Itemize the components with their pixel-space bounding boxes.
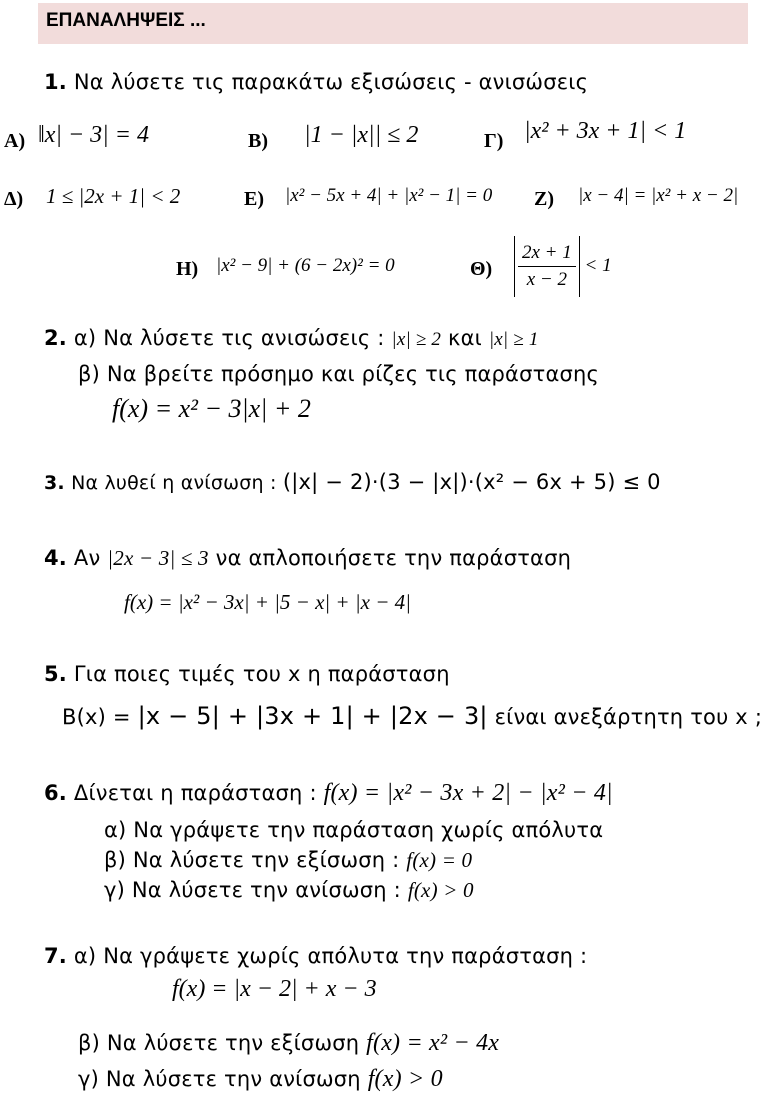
inequality: f(x) > 0 — [407, 878, 474, 902]
function-expression: f(x) = |x² − 3x + 2| − |x² − 4| — [323, 780, 613, 806]
equation-a: ‖x| − 3| = 4 — [38, 122, 149, 148]
inequality-rhs: < 1 — [584, 254, 612, 276]
equation-g: |x² + 3x + 1| < 1 — [524, 118, 687, 144]
inequality: (|x| − 2)·(3 − |x|)·(x² − 6x + 5) ≤ 0 — [282, 470, 661, 494]
question-7-a — [44, 944, 587, 968]
question-4 — [44, 546, 571, 571]
denominator: x − 2 — [526, 269, 568, 290]
expression: |x − 5| + |3x + 1| + |2x − 3| — [137, 702, 488, 730]
question-number: 4. — [44, 546, 67, 570]
question-number: 3. — [44, 472, 65, 494]
question-text: Για ποιες τιμές του x η παράσταση — [73, 662, 450, 686]
fraction — [518, 242, 576, 291]
question-text: Να λυθεί η ανίσωση : — [71, 472, 277, 494]
question-number: 5. — [44, 662, 67, 686]
equation-th — [514, 236, 612, 297]
question-6-a: α) Να γράψετε την παράσταση χωρίς απόλυτα — [104, 818, 604, 842]
question-2-b: β) Να βρείτε πρόσημο και ρίζες τις παράστασης — [78, 362, 600, 386]
item-label-h: Η) — [176, 258, 199, 280]
question-number: 6. — [44, 781, 67, 805]
function-expression: f(x) = |x² − 3x| + |5 − x| + |x − 4| — [124, 590, 411, 614]
question-7-c — [78, 1066, 443, 1093]
item-label-a: Α) — [4, 130, 26, 152]
equation: f(x) = x² − 4x — [366, 1030, 500, 1056]
question-6-c — [104, 878, 474, 903]
question-6-b — [104, 848, 472, 873]
question-text: β) Να λύσετε την εξίσωση : — [104, 848, 400, 872]
question-5 — [44, 662, 450, 686]
inequality-2: |x| ≥ 1 — [488, 329, 539, 350]
question-text-post: να απλοποιήσετε την παράσταση — [215, 546, 572, 570]
question-2-a — [44, 326, 539, 351]
equation-b: |1 − |x|| ≤ 2 — [304, 122, 419, 148]
question-text: Δίνεται η παράσταση : — [73, 781, 317, 805]
question-6 — [44, 780, 613, 807]
condition: |2x − 3| ≤ 3 — [107, 546, 209, 570]
item-label-b: Β) — [248, 130, 268, 152]
conjunction: και — [448, 326, 482, 350]
question-number: 7. — [44, 944, 67, 968]
item-label-e: Ε) — [244, 188, 264, 210]
equation-e: |x² − 5x + 4| + |x² − 1| = 0 — [285, 185, 493, 206]
question-text-pre: Αν — [73, 546, 101, 570]
function-expression: f(x) = |x − 2| + x − 3 — [172, 976, 377, 1002]
absolute-value-bars — [514, 236, 580, 297]
question-5-expression — [62, 702, 762, 730]
question-text: α) Να γράψετε χωρίς απόλυτα την παράσταση : — [73, 944, 588, 968]
question-text: Να λύσετε τις παρακάτω εξισώσεις - ανισώσεις — [73, 70, 589, 94]
function-expression: f(x) = x² − 3|x| + 2 — [112, 394, 311, 423]
equation-z: |x − 4| = |x² + x − 2| — [578, 185, 739, 206]
question-number: 2. — [44, 326, 67, 350]
question-number: 1. — [44, 70, 67, 94]
numerator: 2x + 1 — [518, 242, 576, 267]
question-text-post: είναι ανεξάρτητη του x ; — [494, 705, 763, 729]
item-label-g: Γ) — [484, 130, 504, 152]
equation-d: 1 ≤ |2x + 1| < 2 — [46, 184, 181, 208]
question-text: α) Να λύσετε τις ανισώσεις : — [73, 326, 385, 350]
expression-lhs: Β(x) = — [62, 705, 131, 729]
question-1 — [44, 70, 588, 94]
question-3 — [44, 470, 661, 494]
page-title: ΕΠΑΝΑΛΗΨΕΙΣ ... — [46, 10, 206, 31]
item-label-d: Δ) — [4, 188, 24, 210]
equation-h: |x² − 9| + (6 − 2x)² = 0 — [216, 255, 395, 276]
inequality-1: |x| ≥ 2 — [391, 329, 442, 350]
item-label-z: Ζ) — [534, 188, 554, 210]
item-label-th: Θ) — [470, 258, 493, 280]
question-text: γ) Να λύσετε την ανίσωση — [78, 1067, 361, 1091]
inequality: f(x) > 0 — [367, 1066, 443, 1092]
question-text: β) Να λύσετε την εξίσωση — [78, 1031, 360, 1055]
question-7-b — [78, 1030, 499, 1057]
question-text: γ) Να λύσετε την ανίσωση : — [104, 878, 401, 902]
equation: f(x) = 0 — [406, 848, 473, 872]
